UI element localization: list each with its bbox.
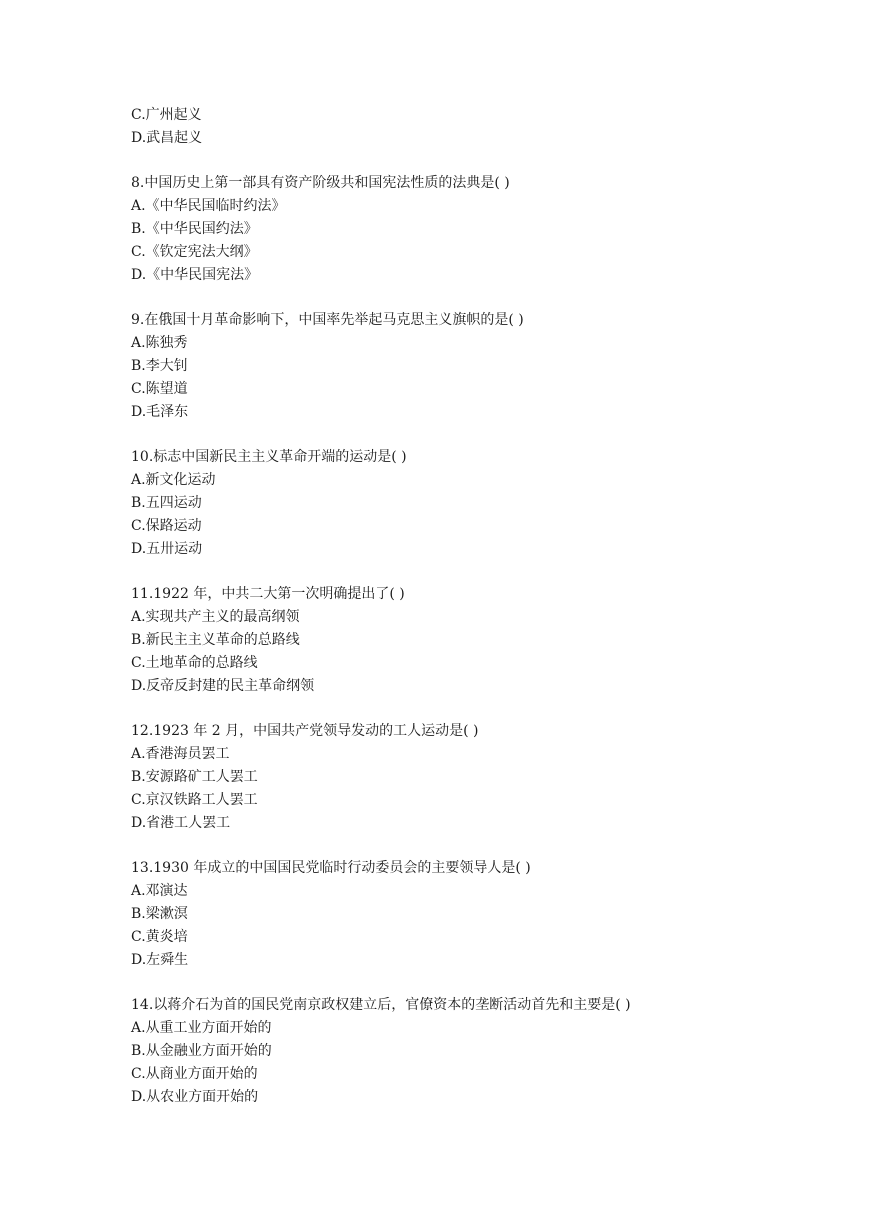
question-12 (131, 720, 831, 835)
document-page (131, 104, 831, 1109)
option-d: D.从农业方面开始的 (131, 1089, 259, 1105)
question-stem: 9.在俄国十月革命影响下，中国率先举起马克思主义旗帜的是( ) (131, 312, 524, 328)
question-8 (131, 172, 831, 287)
option-c: C.京汉铁路工人罢工 (131, 792, 258, 808)
option-a: A.陈独秀 (131, 335, 188, 351)
question-stem: 12.1923 年 2 月，中国共产党领导发动的工人运动是( ) (131, 723, 479, 739)
question-stem: 8.中国历史上第一部具有资产阶级共和国宪法性质的法典是( ) (131, 175, 510, 191)
option-a: A.邓演达 (131, 883, 188, 899)
option-c: C.土地革命的总路线 (131, 655, 258, 671)
option-d: D.五卅运动 (131, 541, 203, 557)
option-a: A.《中华民国临时约法》 (131, 198, 286, 214)
option-c: C.从商业方面开始的 (131, 1066, 258, 1082)
question-stem: 13.1930 年成立的中国国民党临时行动委员会的主要领导人是( ) (131, 860, 531, 876)
option-b: B.新民主主义革命的总路线 (131, 632, 300, 648)
question-10 (131, 446, 831, 561)
question-stem: 11.1922 年，中共二大第一次明确提出了( ) (131, 586, 405, 602)
option-c: C.广州起义 (131, 107, 202, 123)
question-9 (131, 309, 831, 424)
option-c: C.黄炎培 (131, 929, 188, 945)
option-a: A.从重工业方面开始的 (131, 1020, 272, 1036)
option-d: D.省港工人罢工 (131, 815, 231, 831)
option-c: C.保路运动 (131, 518, 202, 534)
option-b: B.梁漱溟 (131, 906, 188, 922)
question-stem: 10.标志中国新民主主义革命开端的运动是( ) (131, 449, 407, 465)
question-11 (131, 583, 831, 698)
option-d: D.毛泽东 (131, 404, 189, 420)
question-stem: 14.以蒋介石为首的国民党南京政权建立后，官僚资本的垄断活动首先和主要是( ) (131, 997, 631, 1013)
option-d: D.武昌起义 (131, 130, 203, 146)
option-b: B.《中华民国约法》 (131, 221, 258, 237)
option-d: D.反帝反封建的民主革命纲领 (131, 678, 315, 694)
option-b: B.五四运动 (131, 495, 202, 511)
option-b: B.从金融业方面开始的 (131, 1043, 272, 1059)
option-a: A.香港海员罢工 (131, 746, 230, 762)
question-14 (131, 994, 831, 1109)
question-13 (131, 857, 831, 972)
option-c: C.《钦定宪法大纲》 (131, 244, 258, 260)
carryover-options (131, 104, 831, 150)
option-b: B.安源路矿工人罢工 (131, 769, 258, 785)
option-a: A.实现共产主义的最高纲领 (131, 609, 300, 625)
option-d: D.左舜生 (131, 952, 189, 968)
option-a: A.新文化运动 (131, 472, 216, 488)
option-c: C.陈望道 (131, 381, 188, 397)
option-d: D.《中华民国宪法》 (131, 267, 259, 283)
option-b: B.李大钊 (131, 358, 188, 374)
